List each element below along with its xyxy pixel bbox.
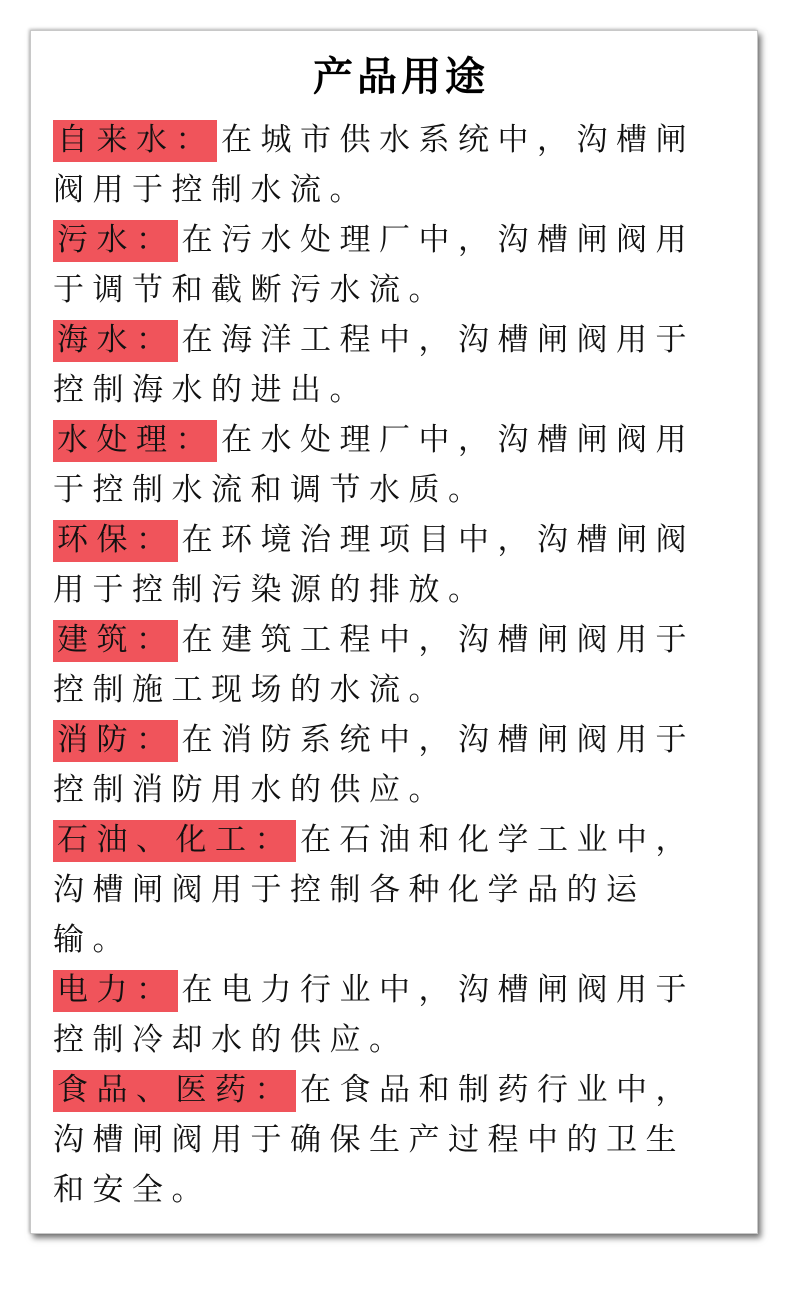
usage-label: 食品、医药：	[53, 1070, 296, 1112]
usage-text: 在石油和化学工业中，沟槽闸阀用于控制各种化学品的运输。	[53, 822, 695, 958]
usage-entry-water-treatment	[53, 415, 713, 515]
usage-label: 水处理：	[53, 420, 217, 462]
usage-entry-power	[53, 965, 713, 1065]
usage-label: 消防：	[53, 720, 178, 762]
usage-text: 在水处理厂中，沟槽闸阀用于控制水流和调节水质。	[53, 422, 695, 508]
usage-list	[53, 115, 713, 1215]
usage-entry-fire-protection	[53, 715, 713, 815]
usage-label: 建筑：	[53, 620, 178, 662]
usage-text: 在建筑工程中，沟槽闸阀用于控制施工现场的水流。	[53, 622, 695, 708]
product-usage-card	[30, 30, 758, 1234]
usage-entry-food-pharma	[53, 1065, 713, 1215]
usage-text: 在食品和制药行业中，沟槽闸阀用于确保生产过程中的卫生和安全。	[53, 1072, 695, 1208]
usage-entry-seawater	[53, 315, 713, 415]
usage-entry-tap-water	[53, 115, 713, 215]
usage-text: 在电力行业中，沟槽闸阀用于控制冷却水的供应。	[53, 972, 695, 1058]
usage-text: 在城市供水系统中，沟槽闸阀用于控制水流。	[53, 122, 695, 208]
usage-label: 海水：	[53, 320, 178, 362]
usage-text: 在环境治理项目中，沟槽闸阀用于控制污染源的排放。	[53, 522, 695, 608]
usage-label: 电力：	[53, 970, 178, 1012]
usage-label: 环保：	[53, 520, 178, 562]
usage-entry-construction	[53, 615, 713, 715]
usage-label: 污水：	[53, 220, 178, 262]
usage-entry-environment	[53, 515, 713, 615]
usage-text: 在海洋工程中，沟槽闸阀用于控制海水的进出。	[53, 322, 695, 408]
page-title: 产品用途	[313, 54, 489, 100]
usage-label: 石油、化工：	[53, 820, 296, 862]
usage-label: 自来水：	[53, 120, 217, 162]
usage-text: 在消防系统中，沟槽闸阀用于控制消防用水的供应。	[53, 722, 695, 808]
usage-entry-petrochemical	[53, 815, 713, 965]
usage-entry-sewage	[53, 215, 713, 315]
usage-text: 在污水处理厂中，沟槽闸阀用于调节和截断污水流。	[53, 222, 695, 308]
